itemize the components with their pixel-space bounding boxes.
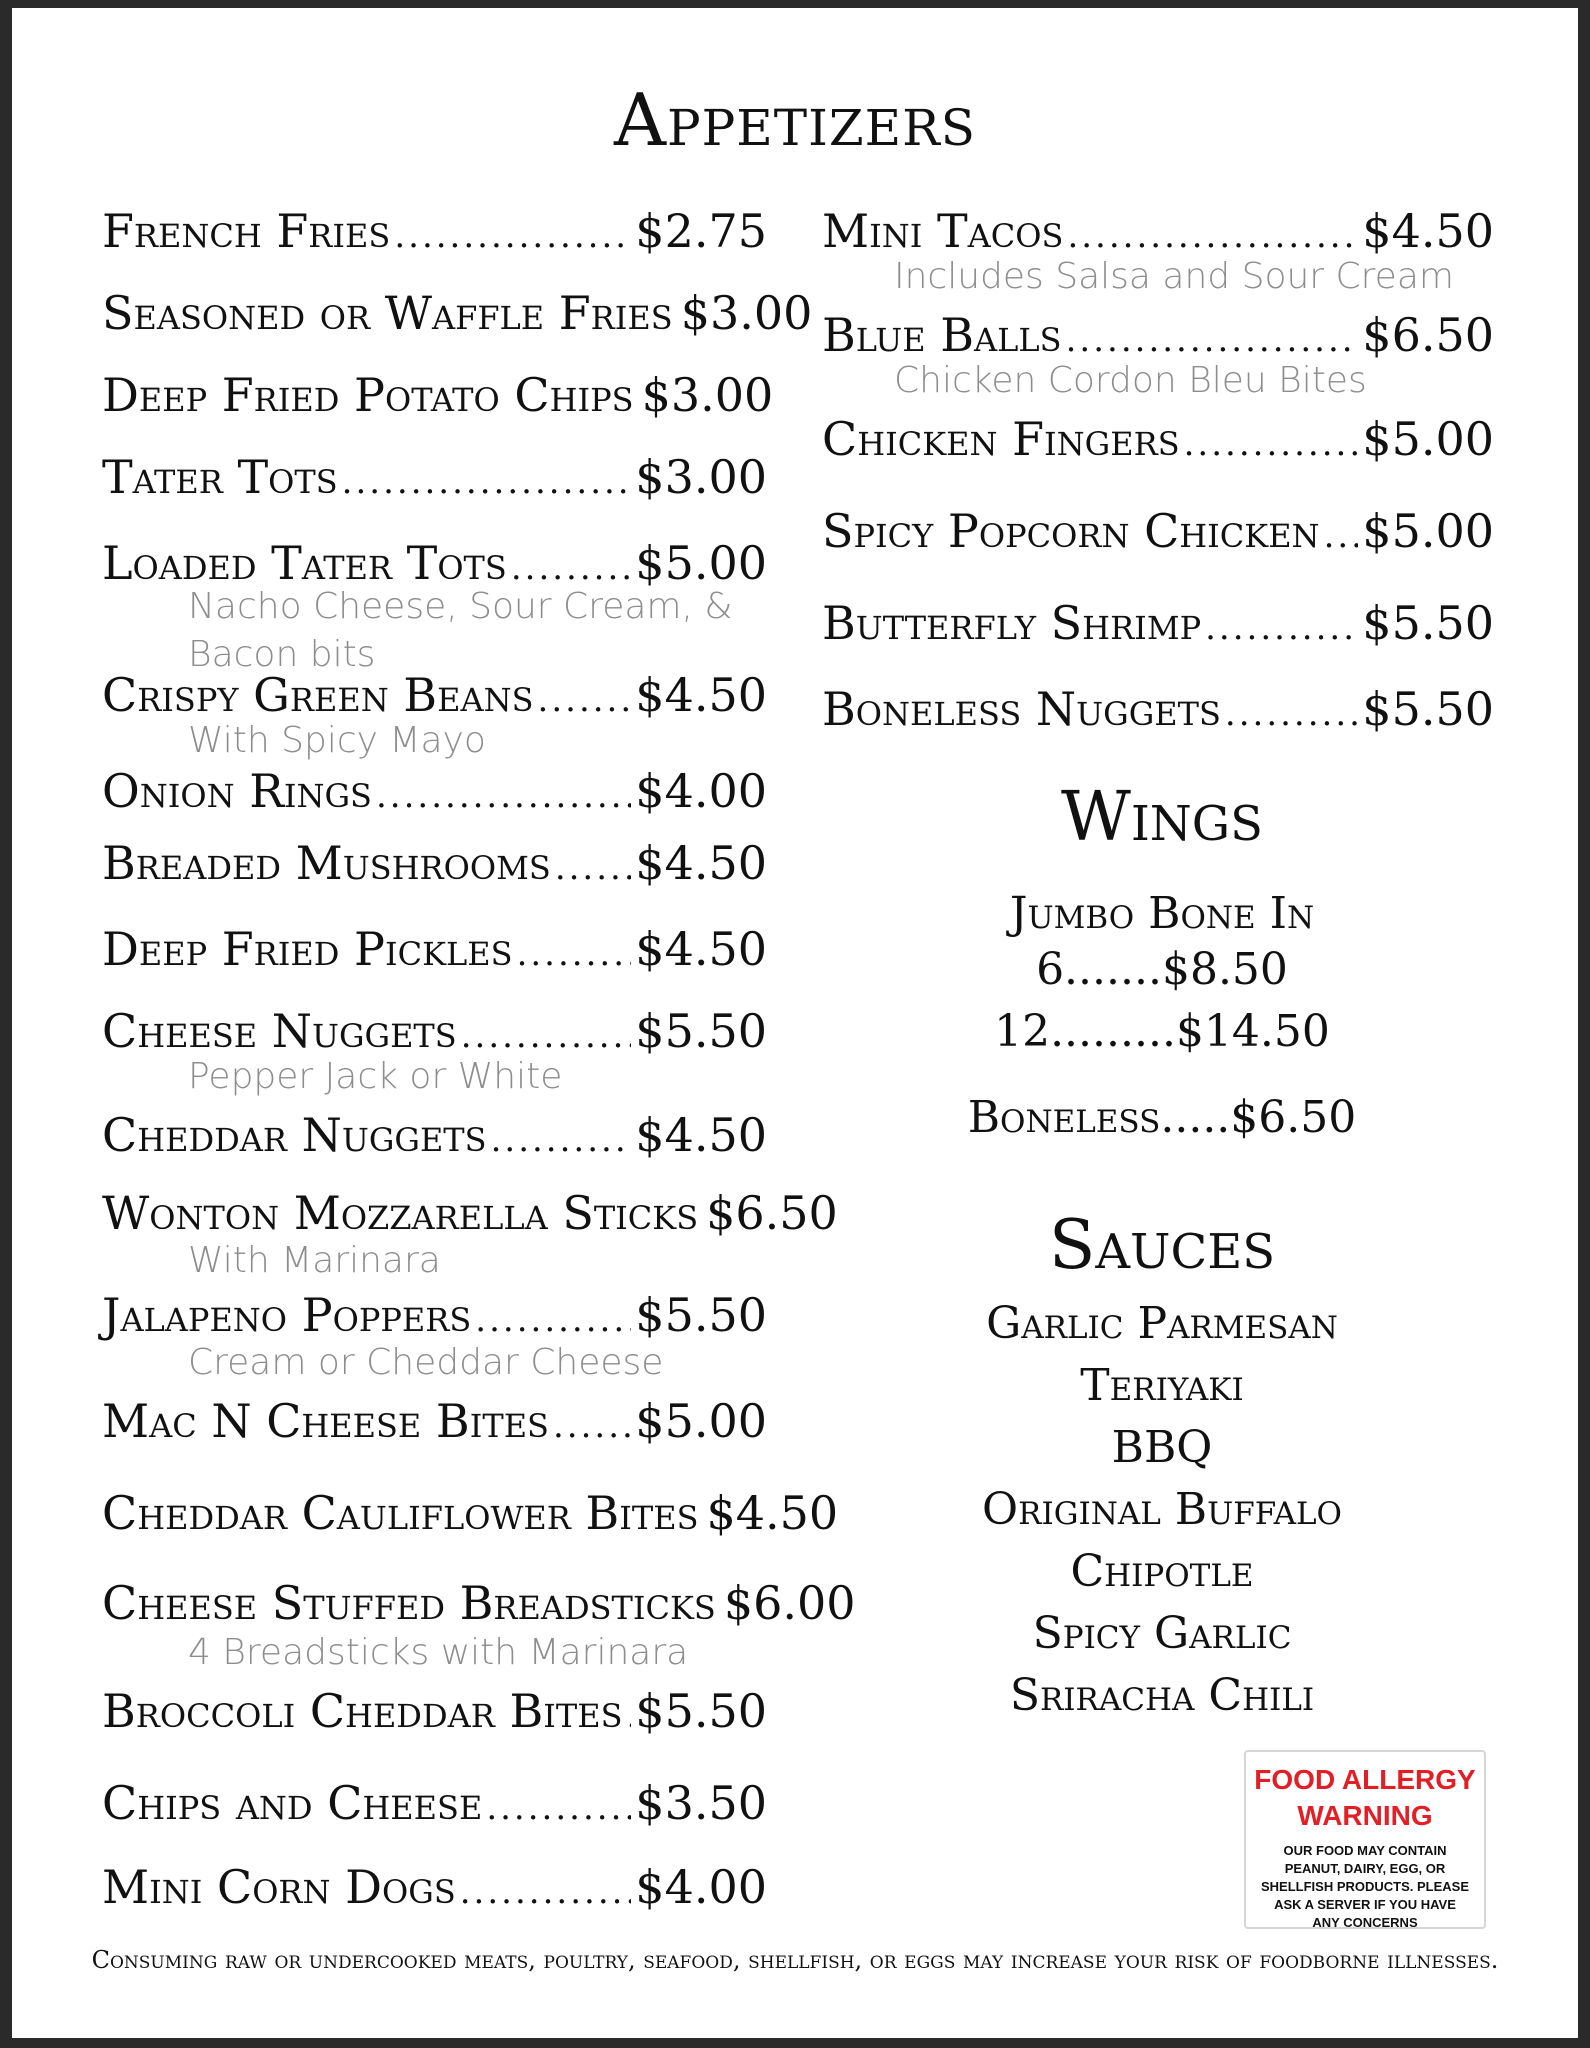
item-name: Seasoned or Waffle Fries: [102, 286, 673, 340]
item-name: Spicy Popcorn Chicken: [822, 504, 1320, 558]
page-title: Appetizers: [613, 78, 977, 162]
item-name: Jalapeno Poppers: [102, 1288, 472, 1342]
item-price: $4.50: [635, 1108, 767, 1162]
item-name: Boneless Nuggets: [822, 682, 1221, 736]
item-price: $3.00: [641, 368, 774, 422]
leader-dots: [342, 462, 632, 502]
wings-twelve-price: 12.........$14.50: [994, 1006, 1330, 1057]
menu-item-cheddar-cauliflower-bites: [102, 1486, 839, 1540]
allergy-body-line: ASK A SERVER IF YOU HAVE: [1274, 1897, 1456, 1912]
item-name: Onion Rings: [102, 764, 372, 818]
item-description: With Marinara: [188, 1240, 441, 1281]
item-price: $5.50: [1362, 596, 1494, 650]
item-name: Loaded Tater Tots: [102, 536, 507, 590]
allergy-body: [1246, 1842, 1484, 1932]
item-description: With Spicy Mayo: [188, 720, 486, 761]
menu-item-crispy-green-beans: [102, 668, 767, 722]
item-description: Bacon bits: [188, 634, 376, 675]
sauce-item: Original Buffalo: [982, 1484, 1342, 1535]
item-price: $5.00: [635, 536, 767, 590]
wings-heading: Wings: [1060, 778, 1264, 857]
allergy-title: [1246, 1762, 1484, 1834]
leader-dots: [491, 1120, 632, 1160]
item-name: Mini Tacos: [822, 204, 1064, 258]
item-name: Chicken Fingers: [822, 412, 1180, 466]
item-price: $5.50: [1362, 682, 1494, 736]
sauce-item: Chipotle: [1070, 1546, 1254, 1597]
menu-item-breaded-mushrooms: [102, 836, 767, 890]
menu-item-loaded-tater-tots: [102, 536, 767, 590]
item-name: Cheddar Nuggets: [102, 1108, 487, 1162]
leader-dots: [1324, 516, 1359, 556]
item-price: $5.00: [1362, 412, 1494, 466]
menu-item-wonton-mozzarella-sticks: [102, 1186, 838, 1240]
wings-boneless-price: Boneless.....$6.50: [967, 1092, 1357, 1143]
sauce-item: Sriracha Chili: [1009, 1670, 1315, 1721]
item-name: Crispy Green Beans: [102, 668, 534, 722]
item-name: Tater Tots: [102, 450, 338, 504]
item-price: $6.50: [706, 1186, 838, 1240]
menu-item-french-fries: [102, 204, 767, 258]
item-price: $5.00: [635, 1394, 767, 1448]
leader-dots: [461, 1016, 632, 1056]
leader-dots: [1067, 216, 1358, 256]
menu-item-mac-n-cheese-bites: [102, 1394, 767, 1448]
item-name: Butterfly Shrimp: [822, 596, 1202, 650]
allergy-body-line: SHELLFISH PRODUCTS. PLEASE: [1260, 1879, 1470, 1894]
item-price: $4.00: [635, 1860, 767, 1914]
item-description: Nacho Cheese, Sour Cream, &: [188, 586, 733, 627]
leader-dots: [517, 934, 632, 974]
leader-dots: [1066, 320, 1359, 360]
allergy-body-line: ANY CONCERNS: [1312, 1915, 1418, 1930]
item-price: $2.75: [635, 204, 767, 258]
leader-dots: [486, 1788, 631, 1828]
menu-item-onion-rings: [102, 764, 767, 818]
menu-item-deep-fried-potato-chips: [102, 368, 774, 422]
menu-item-chicken-fingers: [822, 412, 1494, 466]
item-price: $5.50: [635, 1288, 767, 1342]
item-price: $4.00: [635, 764, 767, 818]
item-price: $4.50: [1362, 204, 1494, 258]
item-name: Mac N Cheese Bites: [102, 1394, 549, 1448]
sauces-heading: Sauces: [1048, 1206, 1276, 1285]
leader-dots: [1205, 608, 1358, 648]
item-price: $5.50: [635, 1684, 767, 1738]
item-name: Deep Fried Pickles: [102, 922, 513, 976]
menu-item-boneless-nuggets: [822, 682, 1494, 736]
allergy-body-line: OUR FOOD MAY CONTAIN: [1283, 1843, 1447, 1858]
health-disclaimer: Consuming raw or undercooked meats, poultry, seafood, shellfish, or eggs may increase your risk of foodborne illnesses.: [91, 1946, 1499, 1974]
item-price: $6.00: [723, 1576, 856, 1630]
leader-dots: [475, 1300, 631, 1340]
leader-dots: [627, 1696, 632, 1736]
item-name: Chips and Cheese: [102, 1776, 483, 1830]
allergy-title-line: WARNING: [1297, 1800, 1433, 1831]
item-name: Cheese Stuffed Breadsticks: [102, 1576, 716, 1630]
menu-item-spicy-popcorn-chicken: [822, 504, 1494, 558]
allergy-title-line: FOOD ALLERGY: [1254, 1764, 1476, 1795]
leader-dots: [511, 548, 631, 588]
menu-item-butterfly-shrimp: [822, 596, 1494, 650]
leader-dots: [553, 1406, 631, 1446]
leader-dots: [555, 848, 631, 888]
item-description: Chicken Cordon Bleu Bites: [894, 360, 1367, 401]
item-price: $6.50: [1362, 308, 1494, 362]
menu-item-jalapeno-poppers: [102, 1288, 767, 1342]
item-price: $5.50: [635, 1004, 767, 1058]
item-price: $5.00: [1362, 504, 1494, 558]
item-description: Includes Salsa and Sour Cream: [894, 256, 1454, 297]
item-name: French Fries: [102, 204, 391, 258]
item-name: Deep Fried Potato Chips: [102, 368, 634, 422]
sauce-item: BBQ: [1111, 1422, 1213, 1473]
food-allergy-warning-sign: [1244, 1750, 1486, 1929]
item-price: $4.50: [635, 668, 767, 722]
item-description: 4 Breadsticks with Marinara: [188, 1632, 689, 1673]
item-price: $4.50: [635, 836, 767, 890]
item-name: Broccoli Cheddar Bites: [102, 1684, 623, 1738]
leader-dots: [1184, 424, 1359, 464]
item-name: Wonton Mozzarella Sticks: [102, 1186, 699, 1240]
item-name: Mini Corn Dogs: [102, 1860, 456, 1914]
menu-item-deep-fried-pickles: [102, 922, 767, 976]
menu-item-cheese-nuggets: [102, 1004, 767, 1058]
wings-jumbo-label: Jumbo Bone In: [1009, 888, 1315, 939]
wings-six-price: 6.......$8.50: [1036, 944, 1288, 995]
item-price: $3.50: [635, 1776, 767, 1830]
sauce-item: Teriyaki: [1080, 1360, 1244, 1411]
menu-item-cheese-stuffed-breadsticks: [102, 1576, 856, 1630]
menu-page: [12, 8, 1578, 2038]
item-price: $4.50: [706, 1486, 839, 1540]
menu-item-mini-tacos: [822, 204, 1494, 258]
leader-dots: [1225, 694, 1358, 734]
menu-item-broccoli-cheddar-bites: [102, 1684, 767, 1738]
leader-dots: [538, 680, 632, 720]
sauce-item: Spicy Garlic: [1032, 1608, 1292, 1659]
item-name: Blue Balls: [822, 308, 1062, 362]
item-name: Cheese Nuggets: [102, 1004, 457, 1058]
item-description: Pepper Jack or White: [188, 1056, 563, 1097]
menu-item-cheddar-nuggets: [102, 1108, 767, 1162]
menu-item-seasoned-waffle-fries: [102, 286, 813, 340]
item-price: $3.00: [635, 450, 767, 504]
item-description: Cream or Cheddar Cheese: [188, 1342, 664, 1383]
allergy-body-line: PEANUT, DAIRY, EGG, OR: [1284, 1861, 1446, 1876]
sauce-item: Garlic Parmesan: [986, 1298, 1338, 1349]
leader-dots: [394, 216, 631, 256]
menu-item-blue-balls: [822, 308, 1494, 362]
menu-item-chips-and-cheese: [102, 1776, 767, 1830]
item-price: $3.00: [680, 286, 813, 340]
leader-dots: [460, 1872, 632, 1912]
item-name: Cheddar Cauliflower Bites: [102, 1486, 699, 1540]
leader-dots: [376, 776, 631, 816]
item-price: $4.50: [635, 922, 767, 976]
item-name: Breaded Mushrooms: [102, 836, 551, 890]
menu-item-mini-corn-dogs: [102, 1860, 767, 1914]
menu-item-tater-tots: [102, 450, 767, 504]
